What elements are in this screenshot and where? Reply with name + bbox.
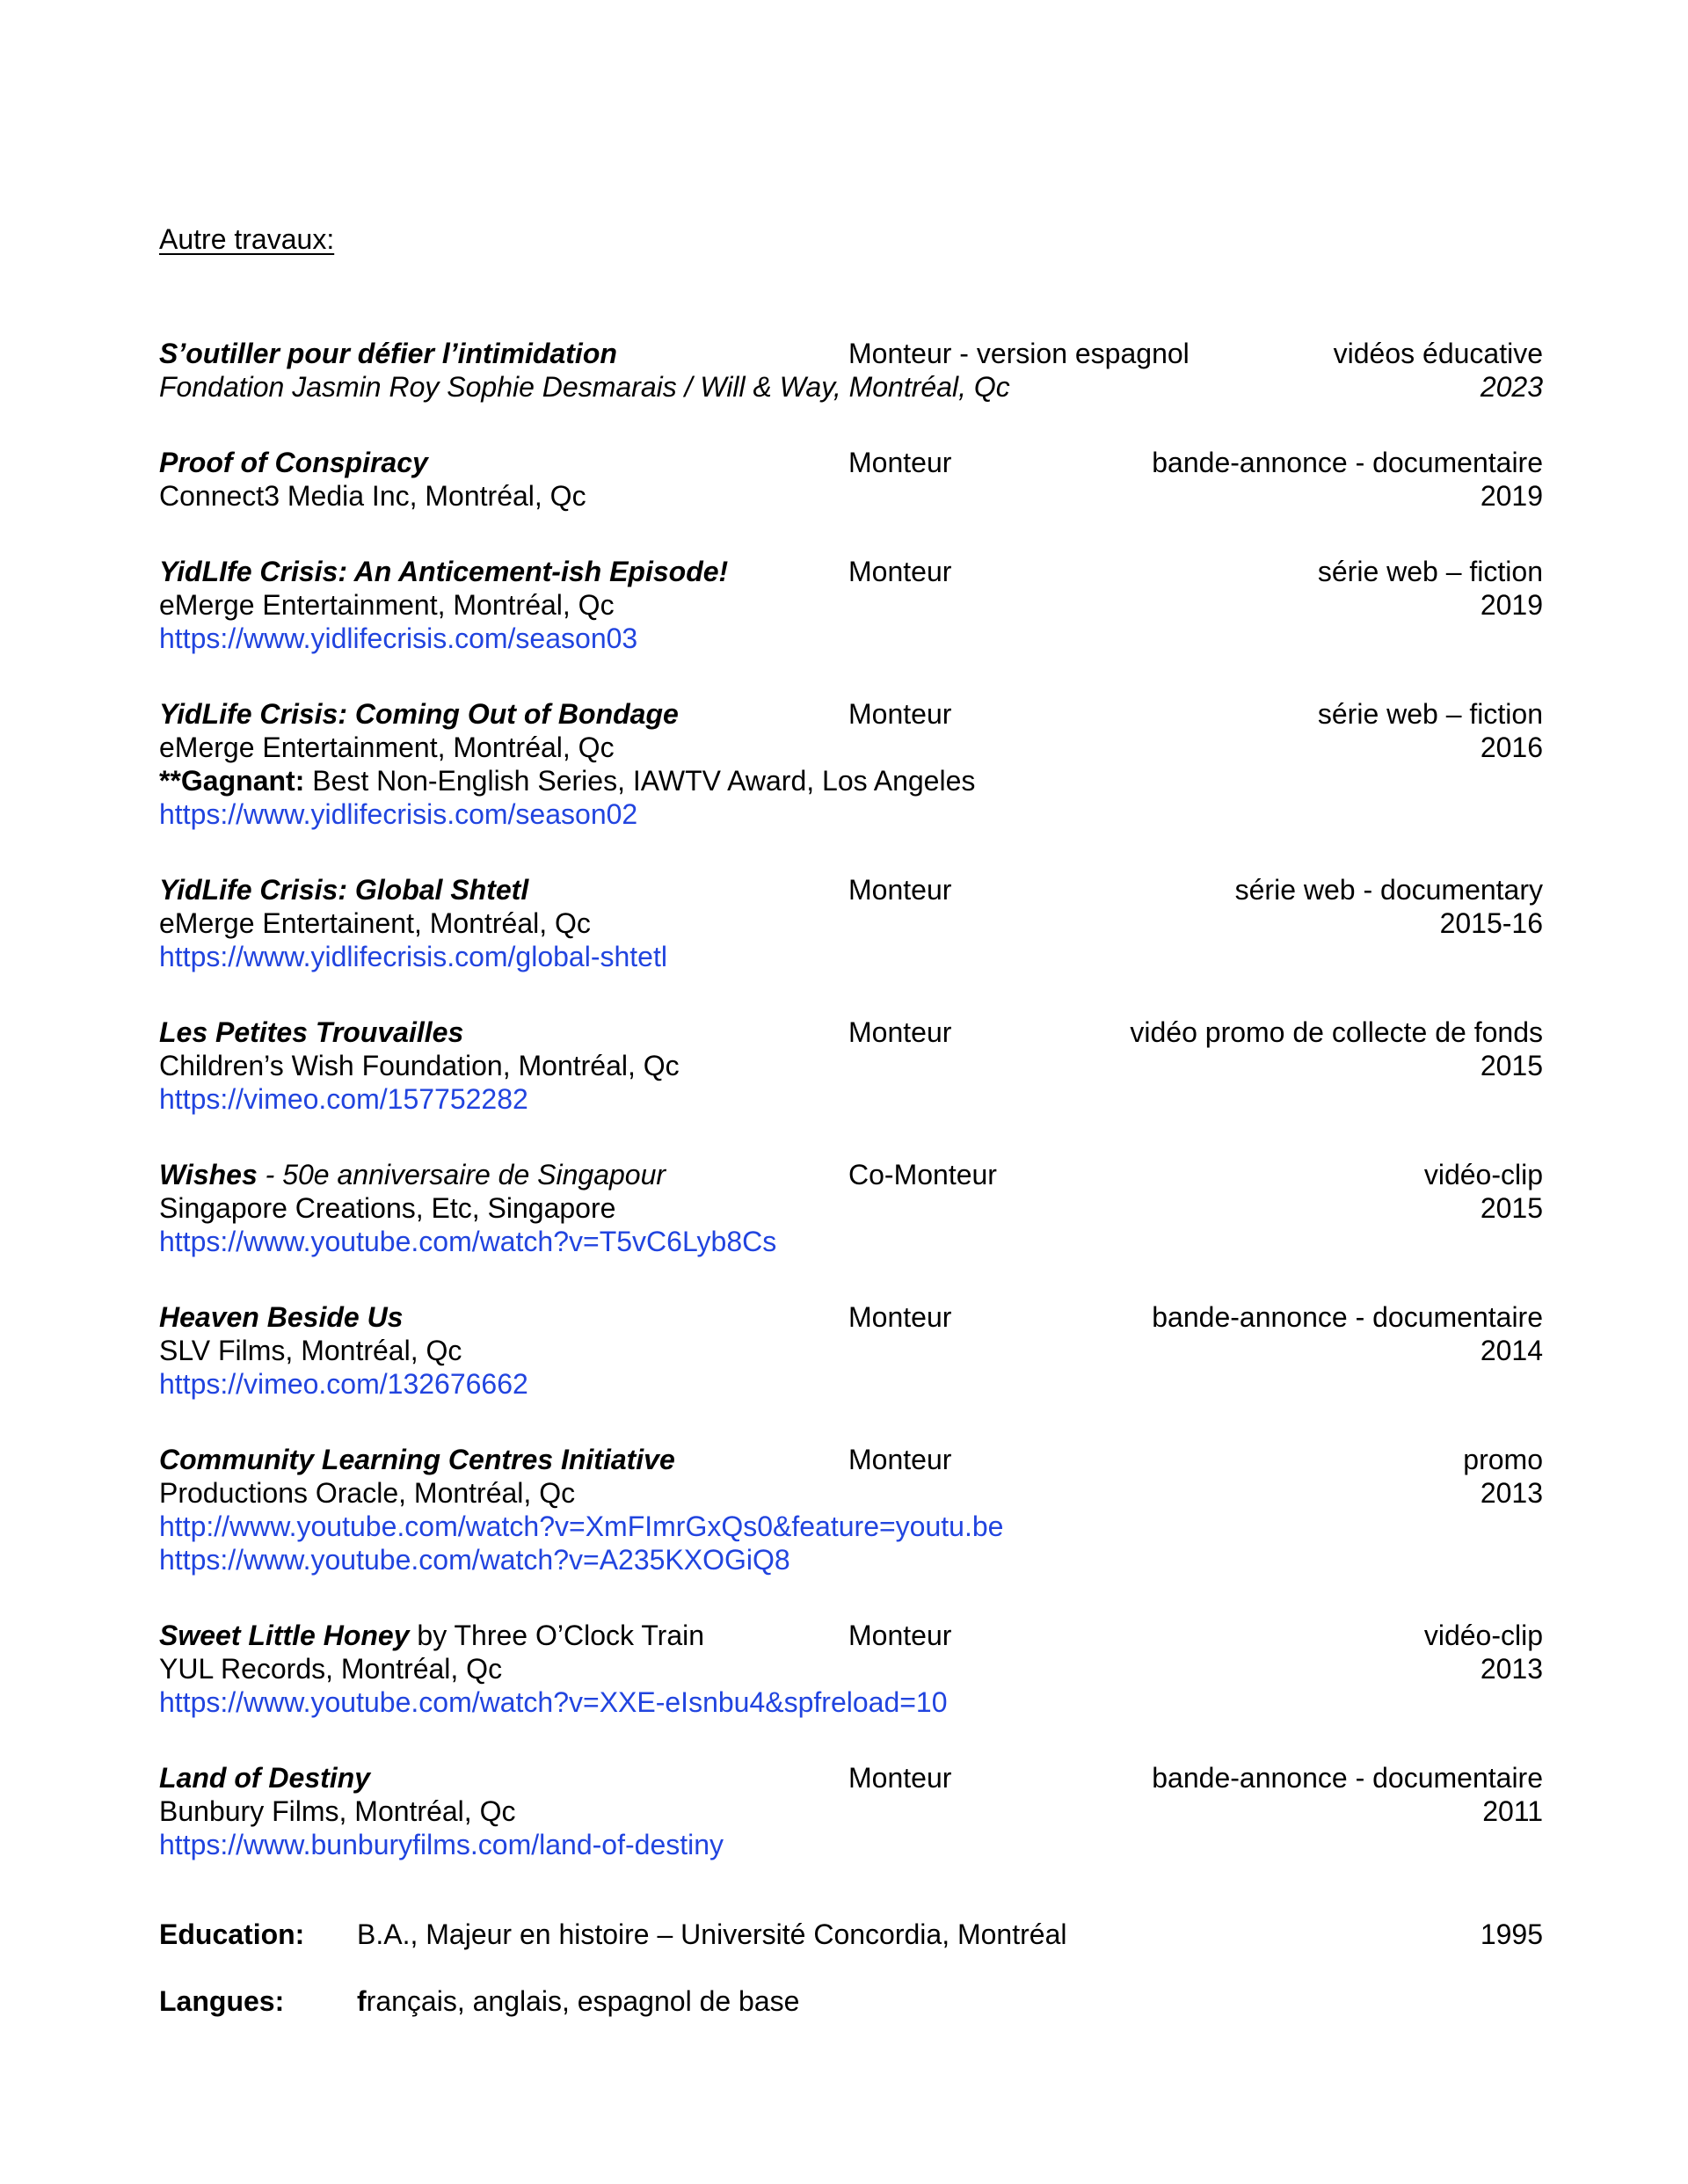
work-title-cell <box>159 446 848 479</box>
work-entry-subheader <box>159 1191 1543 1225</box>
work-year: 2015 <box>1480 1050 1543 1081</box>
education-row <box>159 1918 1543 1951</box>
work-role: Monteur <box>848 1301 952 1333</box>
education-label: Education: <box>159 1918 305 1950</box>
work-entry-header <box>159 555 1543 588</box>
work-type: vidéo-clip <box>1423 1159 1543 1190</box>
work-title-cell <box>159 873 848 906</box>
work-title: YidLIfe Crisis: An Anticement-ish Episode! <box>159 556 729 587</box>
work-title: Wishes <box>159 1159 258 1190</box>
work-company: eMerge Entertainment, Montréal, Qc <box>159 732 615 763</box>
work-title: YidLife Crisis: Coming Out of Bondage <box>159 698 679 730</box>
work-role: Monteur <box>848 556 952 587</box>
work-role: Monteur <box>848 698 952 730</box>
work-entry-subheader <box>159 1476 1543 1510</box>
work-title-suffix: by Three O’Clock Train <box>409 1620 705 1651</box>
url-link[interactable]: https://vimeo.com/157752282 <box>159 1083 528 1115</box>
work-title: Land of Destiny <box>159 1762 371 1794</box>
url-link[interactable]: https://www.youtube.com/watch?v=A235KXOGiQ8 <box>159 1544 790 1576</box>
work-entry <box>159 1443 1543 1576</box>
languages-value-rest: rançais, anglais, espagnol de base <box>366 1985 800 2017</box>
work-entry-subheader <box>159 1049 1543 1082</box>
work-entry-subheader <box>159 1652 1543 1685</box>
work-entry-header <box>159 1016 1543 1049</box>
work-entry-subheader <box>159 1795 1543 1828</box>
languages-row <box>159 1984 1543 2018</box>
work-title: Les Petites Trouvailles <box>159 1016 464 1048</box>
work-entry-header <box>159 697 1543 731</box>
work-type: promo <box>1463 1444 1543 1475</box>
work-entry <box>159 1300 1543 1401</box>
work-role: Monteur - version espagnol <box>848 338 1190 369</box>
work-company: YUL Records, Montréal, Qc <box>159 1653 503 1685</box>
work-title-cell <box>159 1158 848 1191</box>
work-entry-subheader <box>159 479 1543 513</box>
work-entry <box>159 1761 1543 1861</box>
work-entry-header <box>159 1443 1543 1476</box>
work-entry <box>159 446 1543 513</box>
work-title: S’outiller pour défier l’intimidation <box>159 338 617 369</box>
work-role: Monteur <box>848 1762 952 1794</box>
url-link[interactable]: https://www.yidlifecrisis.com/global-shtetl <box>159 941 667 972</box>
url-link[interactable]: https://www.youtube.com/watch?v=XXE-eIsnbu4&spfreload=10 <box>159 1686 948 1718</box>
work-entry <box>159 1619 1543 1719</box>
award-label: **Gagnant: <box>159 765 305 797</box>
languages-value <box>357 1984 1543 2018</box>
work-type: bande-annonce - documentaire <box>1152 1762 1543 1794</box>
work-year: 2013 <box>1480 1477 1543 1509</box>
education-year: 1995 <box>1480 1918 1543 1950</box>
work-year: 2019 <box>1480 480 1543 512</box>
work-title-cell <box>159 1761 848 1795</box>
work-entry <box>159 1158 1543 1258</box>
work-year: 2016 <box>1480 732 1543 763</box>
work-entry-header <box>159 1300 1543 1334</box>
work-title: YidLife Crisis: Global Shtetl <box>159 874 529 906</box>
url-link[interactable]: https://www.yidlifecrisis.com/season02 <box>159 798 638 830</box>
work-entry-header <box>159 1761 1543 1795</box>
work-type: vidéos éducative <box>1333 338 1543 369</box>
work-entry <box>159 873 1543 973</box>
work-type: série web – fiction <box>1317 556 1543 587</box>
work-entry-subheader <box>159 588 1543 622</box>
work-entry <box>159 697 1543 831</box>
url-link[interactable]: https://www.bunburyfilms.com/land-of-destiny <box>159 1829 724 1860</box>
work-entry-subheader <box>159 731 1543 764</box>
work-entry-subheader <box>159 906 1543 940</box>
url-link[interactable]: https://www.yidlifecrisis.com/season03 <box>159 622 638 654</box>
work-entry-header <box>159 1158 1543 1191</box>
work-year: 2019 <box>1480 589 1543 621</box>
work-entry-header <box>159 873 1543 906</box>
work-year: 2014 <box>1480 1335 1543 1366</box>
work-year: 2023 <box>1480 371 1543 403</box>
work-title-cell <box>159 1443 848 1476</box>
work-entry <box>159 337 1543 404</box>
work-title: Proof of Conspiracy <box>159 447 428 478</box>
work-company: Connect3 Media Inc, Montréal, Qc <box>159 480 586 512</box>
education-value: B.A., Majeur en histoire – Université Concordia, Montréal <box>357 1918 1067 1950</box>
languages-label: Langues: <box>159 1985 285 2017</box>
work-title-cell <box>159 697 848 731</box>
work-role: Co-Monteur <box>848 1159 997 1190</box>
work-entry <box>159 1016 1543 1116</box>
work-company: SLV Films, Montréal, Qc <box>159 1335 462 1366</box>
url-link[interactable]: https://www.youtube.com/watch?v=T5vC6Lyb8Cs <box>159 1226 777 1257</box>
work-type: série web – fiction <box>1317 698 1543 730</box>
work-entry-subheader <box>159 370 1543 404</box>
work-title-suffix: - 50e anniversaire de Singapour <box>257 1159 666 1190</box>
work-role: Monteur <box>848 1620 952 1651</box>
work-type: bande-annonce - documentaire <box>1152 447 1543 478</box>
work-title-cell <box>159 337 848 370</box>
work-type: vidéo promo de collecte de fonds <box>1130 1016 1543 1048</box>
url-link[interactable]: http://www.youtube.com/watch?v=XmFImrGxQs0&feature=youtu.be <box>159 1511 1004 1542</box>
work-entry-subheader <box>159 1334 1543 1367</box>
work-year: 2015-16 <box>1439 907 1543 939</box>
award-text: Best Non-English Series, IAWTV Award, Los Angeles <box>304 765 976 797</box>
work-role: Monteur <box>848 1016 952 1048</box>
url-link[interactable]: https://vimeo.com/132676662 <box>159 1368 528 1400</box>
work-title: Heaven Beside Us <box>159 1301 404 1333</box>
work-type: bande-annonce - documentaire <box>1152 1301 1543 1333</box>
work-title: Community Learning Centres Initiative <box>159 1444 675 1475</box>
work-entry-header <box>159 337 1543 370</box>
work-title-cell <box>159 1619 848 1652</box>
work-entries-list <box>159 337 1543 1861</box>
work-role: Monteur <box>848 1444 952 1475</box>
work-role: Monteur <box>848 874 952 906</box>
work-title-cell <box>159 555 848 588</box>
section-heading: Autre travaux: <box>159 223 335 255</box>
work-company: Bunbury Films, Montréal, Qc <box>159 1795 516 1827</box>
work-entry <box>159 555 1543 655</box>
work-year: 2011 <box>1482 1795 1543 1827</box>
work-title-cell <box>159 1300 848 1334</box>
work-year: 2013 <box>1480 1653 1543 1685</box>
work-company: Productions Oracle, Montréal, Qc <box>159 1477 576 1509</box>
work-title: Sweet Little Honey <box>159 1620 410 1651</box>
work-company: Singapore Creations, Etc, Singapore <box>159 1192 616 1224</box>
work-type: vidéo-clip <box>1423 1620 1543 1651</box>
work-entry-header <box>159 446 1543 479</box>
work-company: eMerge Entertainent, Montréal, Qc <box>159 907 591 939</box>
work-role: Monteur <box>848 447 952 478</box>
work-title-cell <box>159 1016 848 1049</box>
work-company: Fondation Jasmin Roy Sophie Desmarais / Will & Way, Montréal, Qc <box>159 371 1010 403</box>
award-line <box>159 764 1543 797</box>
work-company: Children’s Wish Foundation, Montréal, Qc <box>159 1050 680 1081</box>
work-company: eMerge Entertainment, Montréal, Qc <box>159 589 615 621</box>
work-type: série web - documentary <box>1234 874 1543 906</box>
work-entry-header <box>159 1619 1543 1652</box>
work-year: 2015 <box>1480 1192 1543 1224</box>
languages-value-bold-part: f <box>357 1985 367 2017</box>
